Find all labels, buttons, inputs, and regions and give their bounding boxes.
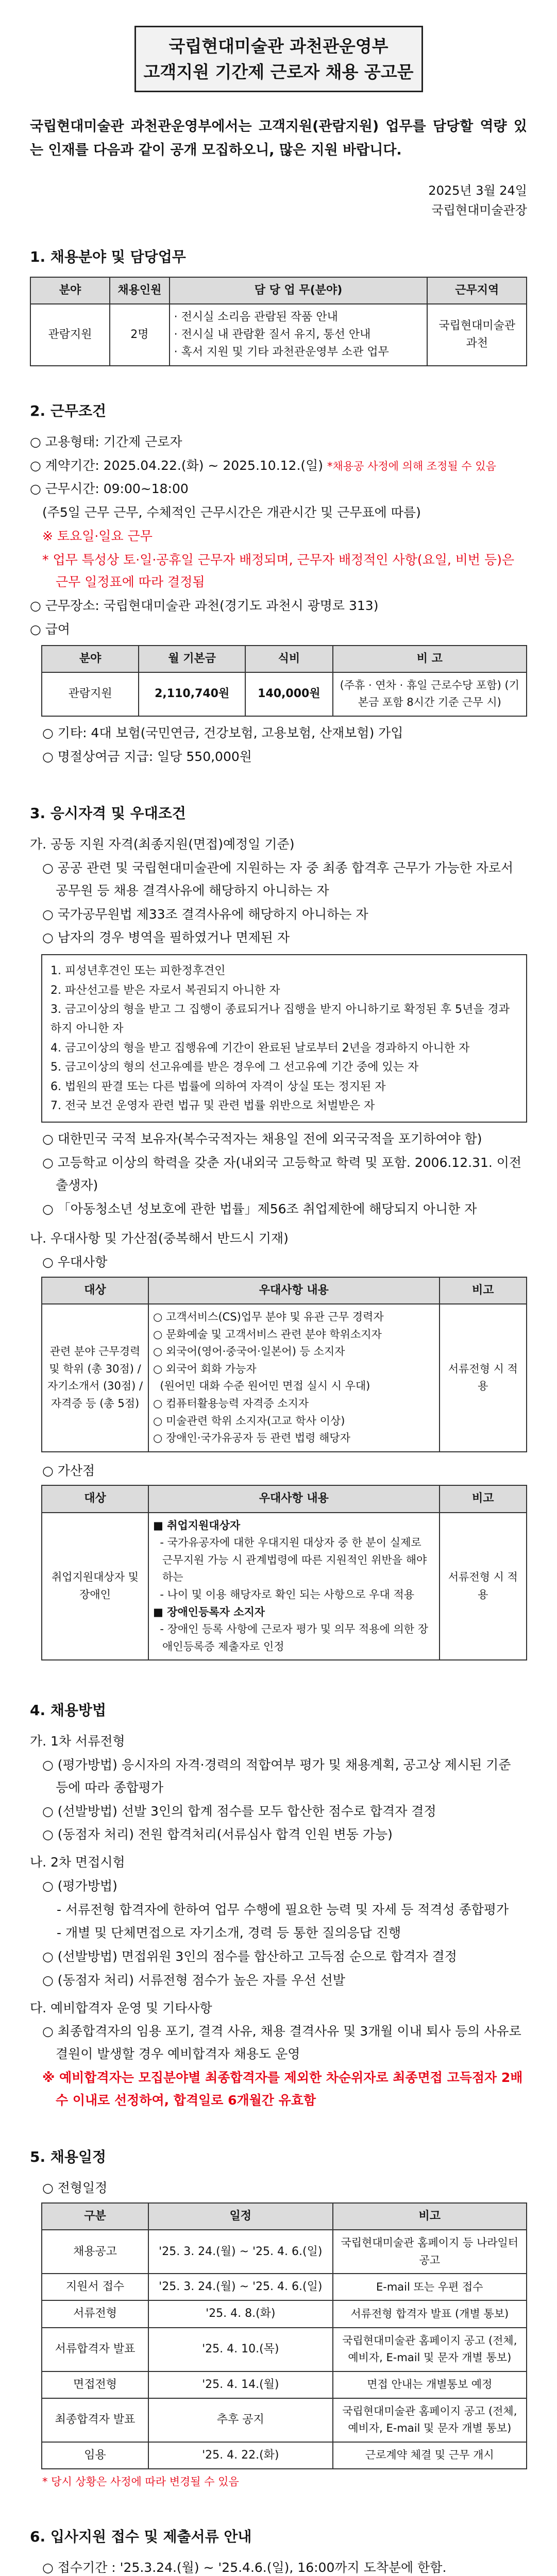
add-item: - 국가유공자에 대한 우대지원 대상자 중 한 분이 실제로 근무지원 가능 시 관계법령에 따른 지원적인 위반을 해야 하는 <box>160 1536 427 1584</box>
method-item: ○ (동점자 처리) 전원 합격처리(서류심사 합격 인원 변동 가능) <box>42 1827 393 1842</box>
add-content-cell <box>148 1513 440 1660</box>
sched-date-cell: '25. 4. 14.(월) <box>148 2371 333 2398</box>
sched-note-cell: E-mail 또는 우편 접수 <box>333 2274 527 2300</box>
section-4-heading: 4. 채용방법 <box>30 1702 107 1719</box>
pay-note: ○ 명절상여금 지급: 일당 550,000원 <box>42 749 252 764</box>
sched-note-cell: 국립현대미술관 홈페이지 공고 (전체, 예비자, E-mail 및 문자 개별 통보) <box>333 2328 527 2371</box>
method-item: ○ (평가방법) 응시자의 자격·경력의 적합여부 평가 및 채용계획, 공고상 제시된 기준 등에 따라 종합평가 <box>42 1757 511 1795</box>
pref-content-cell <box>148 1304 440 1452</box>
sched-type-cell: 채용공고 <box>42 2230 148 2274</box>
work-condition-item: ○ 급여 <box>30 621 71 637</box>
method-phase-title: 가. 1차 서류전형 <box>30 1734 125 1749</box>
table-row <box>42 2274 527 2300</box>
pay-col-field: 분야 <box>42 646 139 672</box>
pay-note: ○ 기타: 4대 보험(국민연금, 건강보험, 고용보험, 산재보험) 가입 <box>42 725 403 740</box>
sched-date-cell: '25. 3. 24.(월) ~ '25. 4. 6.(일) <box>148 2230 333 2274</box>
sched-note-cell: 국립현대미술관 홈페이지 공고 (전체, 예비자, E-mail 및 문자 개별 통보) <box>333 2398 527 2442</box>
disqualification-item: 4. 금고이상의 형을 받고 집행유예 기간이 완료된 날로부터 2년을 경과하지 아니한 자 <box>50 1041 470 1055</box>
work-condition-item: ○ 근무시간: 09:00~18:00 <box>30 481 189 497</box>
table-row <box>30 304 527 366</box>
preference-title: 나. 우대사항 및 가산점(중복해서 반드시 기재) <box>30 1231 289 1246</box>
add-col-content: 우대사항 내용 <box>148 1485 440 1512</box>
pref-item: ○ 미술관련 학위 소지자(고교 학사 이상) <box>153 1414 345 1427</box>
add-col-target: 대상 <box>42 1485 148 1512</box>
section-5-heading: 5. 채용일정 <box>30 2148 107 2166</box>
notice-org: 국립현대미술관장 <box>431 203 527 218</box>
add-col-note: 비고 <box>440 1485 527 1512</box>
eligibility-item: ○ 국가공무원법 제33조 결격사유에 해당하지 아니하는 자 <box>42 906 368 922</box>
add-item: ■ 취업지원대상자 <box>153 1519 241 1532</box>
pref-item: (원어민 대화 수준 원어민 면접 실시 시 우대) <box>160 1380 370 1393</box>
sched-date-cell: '25. 4. 8.(화) <box>148 2300 333 2327</box>
work-condition-item: ○ 고용형태: 기간제 근로자 <box>30 434 182 449</box>
sched-type-cell: 서류합격자 발표 <box>42 2328 148 2371</box>
disqualification-item: 2. 파산선고를 받은 자로서 복권되지 아니한 자 <box>50 984 280 997</box>
sched-type-cell: 임용 <box>42 2442 148 2469</box>
duty-item: · 전시실 소리음 관람된 작품 안내 <box>174 310 338 324</box>
sched-type-cell: 최종합격자 발표 <box>42 2398 148 2442</box>
duty-item: · 혹서 지원 및 기타 과천관운영부 소관 업무 <box>174 345 389 359</box>
method-item: - 개별 및 단체면접으로 자기소개, 경력 등 통한 질의응답 진행 <box>57 1925 401 1941</box>
sched-col-type: 구분 <box>42 2203 148 2230</box>
sched-date-cell: '25. 3. 24.(월) ~ '25. 4. 6.(일) <box>148 2274 333 2300</box>
pay-table <box>41 645 527 717</box>
eligibility-item: ○ 「아동청소년 성보호에 관한 법률」제56조 취업제한에 해당되지 아니한 자 <box>42 1201 477 1216</box>
duty-item: · 전시실 내 관람환 질서 유지, 통선 안내 <box>174 328 371 341</box>
sched-date-cell: 추후 공지 <box>148 2398 333 2442</box>
count-cell: 2명 <box>110 304 170 366</box>
eligibility-item: ○ 대한민국 국적 보유자(복수국적자는 채용일 전에 외국국적을 포기하여야 함) <box>42 1131 482 1147</box>
duties-cell <box>170 304 428 366</box>
sched-date-cell: '25. 4. 22.(화) <box>148 2442 333 2469</box>
table-row <box>42 1513 527 1660</box>
pref-col-content: 우대사항 내용 <box>148 1277 440 1304</box>
col-field: 분야 <box>30 277 110 304</box>
sched-type-cell: 면접전형 <box>42 2371 148 2398</box>
pref-item: ○ 외국어(영어·중국어·일본어) 등 소지자 <box>153 1345 345 1358</box>
eligibility-item: ○ 공공 관련 및 국립현대미술관에 지원하는 자 중 최종 합격후 근무가 가능한 자로서 공무원 등 채용 결격사유에 해당하지 아니하는 자 <box>42 860 514 898</box>
method-phase-title: 다. 예비합격자 운영 및 기타사항 <box>30 2000 212 2015</box>
add-item: - 나이 및 이용 해당자로 확인 되는 사항으로 우대 적용 <box>160 1588 415 1601</box>
method-item: ○ (평가방법) <box>42 1878 117 1893</box>
disqualification-item: 6. 법원의 판결 또는 다른 법률에 의하여 자격이 상실 또는 정지된 자 <box>50 1080 386 1093</box>
method-item: ○ (선발방법) 면접위원 3인의 점수를 합산하고 고득점 순으로 합격자 결정 <box>42 1949 457 1964</box>
method-item: ○ (동점자 처리) 서류전형 점수가 높은 자를 우선 선발 <box>42 1972 345 1988</box>
section-2-heading: 2. 근무조건 <box>30 402 107 419</box>
preference-table <box>41 1277 527 1452</box>
table-row <box>42 2371 527 2398</box>
pref-target-cell: 관련 분야 근무경력 및 학위 (총 30점) / 자기소개서 (30점) / 자격증 등 (총 5점) <box>42 1304 148 1452</box>
work-condition-item: * 업무 특성상 토·일·공휴일 근무자 배정되며, 근무자 배정적인 사항(요일, 비번 등)은 근무 일정표에 따라 결정됨 <box>42 552 515 590</box>
sched-type-cell: 서류전형 <box>42 2300 148 2327</box>
pref-col-target: 대상 <box>42 1277 148 1304</box>
table-row <box>42 2300 527 2327</box>
contract-note: *채용공 사정에 의해 조정될 수 있음 <box>327 460 496 472</box>
pref-col-note: 비고 <box>440 1277 527 1304</box>
table-row <box>42 672 527 716</box>
add-target-cell: 취업지원대상자 및 장애인 <box>42 1513 148 1660</box>
pay-note-cell: (주휴 · 연차 · 휴일 근로수당 포함) (기본금 포함 8시간 기준 근무 시) <box>333 672 527 716</box>
eligibility-item: ○ 남자의 경우 병역을 필하였거나 면제된 자 <box>42 930 290 945</box>
location-cell: 국립현대미술관 과천 <box>427 304 527 366</box>
section-3-heading: 3. 응시자격 및 우대조건 <box>30 805 186 822</box>
field-cell: 관람지원 <box>30 304 110 366</box>
schedule-subtitle: ○ 전형일정 <box>42 2180 108 2196</box>
sched-note-cell: 면접 안내는 개별통보 예정 <box>333 2371 527 2398</box>
pref-item: ○ 장애인·국가유공자 등 관련 법령 해당자 <box>153 1432 350 1445</box>
sched-col-note: 비고 <box>333 2203 527 2230</box>
work-condition-item: ※ 토요일·일요 근무 <box>42 528 153 544</box>
pref-item: ○ 컴퓨터활용능력 자격증 소지자 <box>153 1397 309 1410</box>
schedule-note: * 당시 상황은 사정에 따라 변경될 수 있음 <box>42 2476 239 2488</box>
table-row <box>42 2398 527 2442</box>
sched-note-cell: 국립현대미술관 홈페이지 등 나라일터 공고 <box>333 2230 527 2274</box>
sched-note-cell: 근로계약 체결 및 근무 개시 <box>333 2442 527 2469</box>
pay-col-base: 월 기본금 <box>139 646 245 672</box>
pay-field-cell: 관람지원 <box>42 672 139 716</box>
reserve-candidate-note: ※ 예비합격자는 모집분야별 최종합격자를 제외한 차순위자로 최종면접 고득점자 2배수 이내로 선정하여, 합격일로 6개월간 유효함 <box>42 2070 523 2108</box>
sched-col-date: 일정 <box>148 2203 333 2230</box>
sched-date-cell: '25. 4. 10.(목) <box>148 2328 333 2371</box>
method-item: - 서류전형 합격자에 한하여 업무 수행에 필요한 능력 및 자세 등 적격성 종합평가 <box>57 1902 509 1917</box>
disqualification-item: 5. 금고이상의 형의 선고유예를 받은 경우에 그 선고유예 기간 중에 있는 자 <box>50 1061 419 1074</box>
sched-note-cell: 서류전형 합격자 발표 (개별 통보) <box>333 2300 527 2327</box>
eligibility-item: ○ 고등학교 이상의 학력을 갖춘 자(내외국 고등학교 학력 및 포함. 2006.12.31. 이전 출생자) <box>42 1155 522 1193</box>
col-location: 근무지역 <box>427 277 527 304</box>
method-phase-title: 나. 2차 면접시험 <box>30 1855 125 1870</box>
pref-item: ○ 고객서비스(CS)업무 분야 및 유관 근무 경력자 <box>153 1310 384 1323</box>
add-item: ■ 장애인등록자 소지자 <box>153 1605 265 1618</box>
table-row <box>42 2230 527 2274</box>
notice-title-line1: 국립현대미술관 과천관운영부 <box>168 36 389 56</box>
pref-note-cell: 서류전형 시 적용 <box>440 1304 527 1452</box>
work-condition-item: (주5일 근무 근무, 수체적인 근무시간은 개관시간 및 근무표에 따름) <box>42 505 421 520</box>
sched-type-cell: 지원서 접수 <box>42 2274 148 2300</box>
notice-date: 2025년 3월 24일 <box>428 183 527 198</box>
disqualification-item: 3. 금고이상의 형을 받고 그 집행이 종료되거나 집행을 받지 아니하기로 확정된 후 5년을 경과하지 아니한 자 <box>50 1003 510 1036</box>
add-item: - 장애인 등록 사항에 근로자 평가 및 의무 적용에 의한 장애인등록증 제출자로 인정 <box>160 1623 428 1653</box>
eligibility-title: 가. 공동 지원 자격(최종지원(면접)예정일 기준) <box>30 837 295 852</box>
preference-subtitle: ○ 우대사항 <box>42 1255 108 1270</box>
method-item: ○ 최종합격자의 임용 포기, 결격 사유, 채용 결격사유 및 3개월 이내 퇴사 등의 사유로 결원이 발생할 경우 예비합격자 채용도 운영 <box>42 2024 521 2062</box>
pay-col-meal: 식비 <box>245 646 332 672</box>
intro-paragraph: 국립현대미술관 과천관운영부에서는 고객지원(관람지원) 업무를 담당할 역량 있는 인재를 다음과 같이 공개 모집하오니, 많은 지원 바랍니다. <box>30 118 527 158</box>
notice-title-box <box>134 26 423 92</box>
pay-col-note: 비 고 <box>333 646 527 672</box>
disqualification-item: 1. 피성년후견인 또는 피한정후견인 <box>50 964 226 978</box>
application-item: ○ 접수기간 : '25.3.24.(월) ~ '25.4.6.(일), 16:00까지 도착분에 한함. <box>42 2560 447 2575</box>
method-item: ○ (선발방법) 선발 3인의 합계 점수를 모두 합산한 점수로 합격자 결정 <box>42 1803 436 1819</box>
disqualification-item: 7. 전국 보건 운영자 관련 법규 및 관련 법률 위반으로 처벌받은 자 <box>50 1099 375 1112</box>
col-duties: 담 당 업 무(분야) <box>170 277 428 304</box>
job-field-table <box>30 277 527 366</box>
section-1-heading: 1. 채용분야 및 담당업무 <box>30 248 186 265</box>
schedule-table <box>41 2202 527 2469</box>
pref-item: ○ 문화예술 및 고객서비스 관련 분야 학위소지자 <box>153 1328 382 1341</box>
table-row <box>42 2328 527 2371</box>
pay-meal-cell: 140,000원 <box>245 672 332 716</box>
additional-points-table <box>41 1485 527 1660</box>
pay-base-cell: 2,110,740원 <box>139 672 245 716</box>
notice-title-line2: 고객지원 기간제 근로자 채용 공고문 <box>143 61 414 82</box>
section-6-heading: 6. 입사지원 접수 및 제출서류 안내 <box>30 2528 252 2545</box>
work-condition-item: ○ 근무장소: 국립현대미술관 과천(경기도 과천시 광명로 313) <box>30 598 379 614</box>
additional-points-subtitle: ○ 가산점 <box>42 1463 95 1478</box>
disqualification-box <box>41 954 527 1123</box>
pref-item: ○ 외국어 회화 가능자 <box>153 1362 257 1375</box>
add-note-cell: 서류전형 시 적용 <box>440 1513 527 1660</box>
table-row <box>42 1304 527 1452</box>
work-condition-item: ○ 계약기간: 2025.04.22.(화) ~ 2025.10.12.(일) *채용공 사정에 의해 조정될 수 있음 <box>30 457 496 473</box>
table-row <box>42 2442 527 2469</box>
col-count: 채용인원 <box>110 277 170 304</box>
